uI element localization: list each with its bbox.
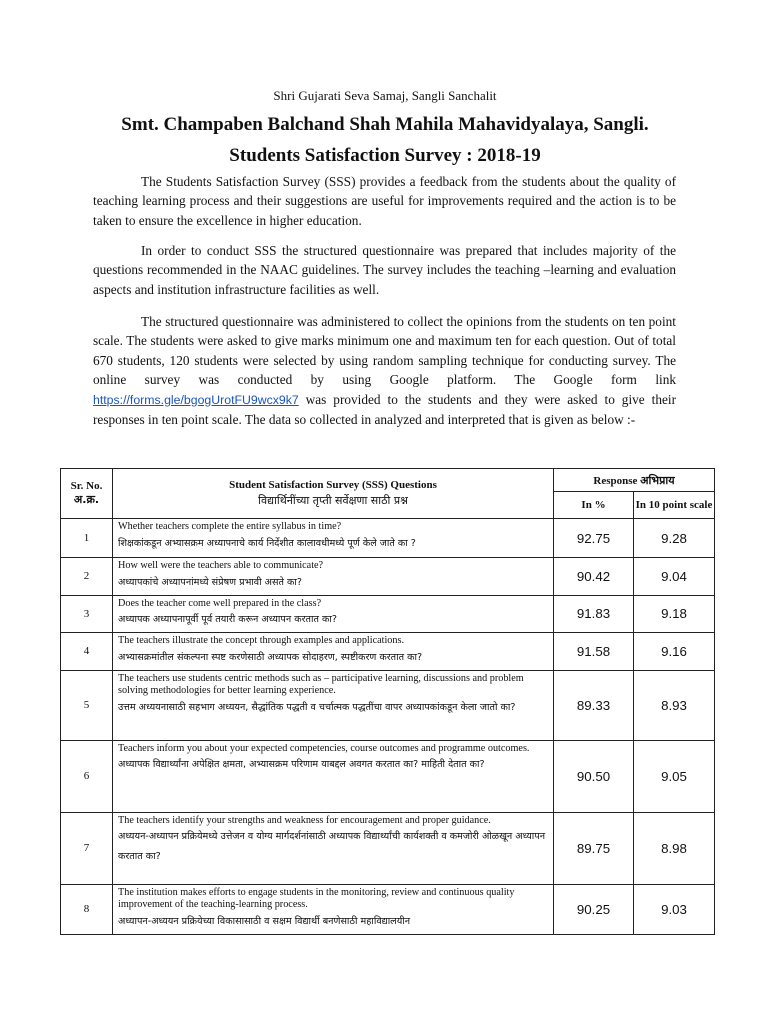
row-question-mr: अध्यापन-अध्ययन प्रक्रियेच्या विकासासाठी व सक्षम विद्यार्थी बनणेसाठी महाविद्यालयीन <box>118 915 411 927</box>
survey-title: Students Satisfaction Survey : 2018-19 <box>229 145 541 166</box>
google-form-link[interactable]: https://forms.gle/bgogUrotFU9wcx9k7 <box>93 392 299 407</box>
header-questions-mr: विद्यार्थिनींच्या तृप्ती सर्वेक्षणा साठी प्रश्न <box>258 494 408 507</box>
row-percent: 90.42 <box>554 558 634 596</box>
row-sr-no: 6 <box>61 740 113 812</box>
row-question <box>113 519 554 558</box>
row-question-mr: अध्यापक अध्यापनापूर्वी पूर्व तयारी करून अध्यापन करतात का? <box>118 614 337 625</box>
row-question <box>113 670 554 740</box>
header-questions-en: Student Satisfaction Survey (SSS) Questions <box>229 479 437 491</box>
row-question-en: The institution makes efforts to engage students in the monitoring, review and continuous quality improvement of the teaching-learning process. <box>118 886 515 910</box>
row-percent: 89.75 <box>554 812 634 884</box>
row-percent: 92.75 <box>554 519 634 558</box>
row-question-mr: अध्यापकांचे अध्यापनांमध्ये संप्रेषण प्रभावी असते का? <box>118 576 302 588</box>
row-question <box>113 558 554 596</box>
table-row <box>61 670 715 740</box>
row-ten-point: 9.03 <box>634 884 715 934</box>
row-percent: 90.50 <box>554 740 634 812</box>
row-question-en: Does the teacher come well prepared in the class? <box>118 597 322 609</box>
row-percent: 89.33 <box>554 670 634 740</box>
sampling-text-before-link: The structured questionnaire was administered to collect the opinions from the students on ten point scale. The students were asked to give marks minimum one and maximum ten for each question. Out of total 670 students, 120 students were selected by using random sampling technique for conducting survey. The online survey was conducted by using Google platform. The Google form link <box>93 314 676 388</box>
table-row <box>61 812 715 884</box>
row-question-en: Teachers inform you about your expected competencies, course outcomes and programme outcomes. <box>118 742 530 754</box>
row-question-en: Whether teachers complete the entire syllabus in time? <box>118 521 342 532</box>
header-sr-no <box>61 469 113 519</box>
sanchalit-line: Shri Gujarati Seva Samaj, Sangli Sanchalit <box>273 88 497 103</box>
header-sr-no-mr: अ.क्र. <box>73 493 100 506</box>
row-percent: 90.25 <box>554 884 634 934</box>
row-ten-point: 8.98 <box>634 812 715 884</box>
header-questions <box>113 469 554 519</box>
header-response: Response अभिप्राय <box>554 469 715 492</box>
row-question-mr: उत्तम अध्ययनासाठी सहभाग अध्ययन, सैद्धांतिक पद्धती व चर्चात्मक पद्धतींचा वापर अध्यापकांकडून केला जातो का? <box>118 701 516 713</box>
table-row <box>61 595 715 633</box>
row-ten-point: 9.04 <box>634 558 715 596</box>
row-question-mr: अध्ययन-अध्यापन प्रक्रियेमध्ये उत्तेजन व योग्य मार्गदर्शनांसाठी अध्यापक विद्यार्थ्यांची कार्यशक्ती व कमजोरी ओळखून अध्यापन करतात का? <box>118 831 546 862</box>
row-question-en: How well were the teachers able to communicate? <box>118 560 324 571</box>
intro-paragraph: The Students Satisfaction Survey (SSS) provides a feedback from the students about the quality of teaching learning process and their suggestions are useful for improvements required and the action is to be taken to ensure the excellence in higher education. <box>93 174 676 228</box>
row-percent: 91.83 <box>554 595 634 633</box>
row-question <box>113 595 554 633</box>
method-paragraph: In order to conduct SSS the structured questionnaire was prepared that includes majority of the questions recommended in the NAAC guidelines. The survey includes the teaching –learning and evaluation aspects and institution infrastructure facilities as well. <box>93 243 676 297</box>
header-in-10-point-scale: In 10 point scale <box>634 492 715 519</box>
row-question-mr: शिक्षकांकडून अभ्यासक्रम अध्यापनाचे कार्य निर्देशीत कालावधीमध्ये पूर्ण केले जाते का ? <box>118 537 416 549</box>
header-in-percent: In % <box>554 492 634 519</box>
row-percent: 91.58 <box>554 633 634 671</box>
row-ten-point: 9.16 <box>634 633 715 671</box>
table-row <box>61 558 715 596</box>
row-question-mr: अभ्यासक्रमांतील संकल्पना स्पष्ट करणेसाठी अध्यापक सोदाहरण, स्पष्टीकरण करतात का? <box>118 651 423 663</box>
row-ten-point: 9.05 <box>634 740 715 812</box>
row-sr-no: 4 <box>61 633 113 671</box>
row-ten-point: 8.93 <box>634 670 715 740</box>
row-question-mr: अध्यापक विद्यार्थ्यांना अपेक्षित क्षमता, अभ्यासक्रम परिणाम याबद्दल अवगत करतात का? माहिती देतात का? <box>118 759 485 770</box>
row-question-en: The teachers illustrate the concept through examples and applications. <box>118 635 404 646</box>
sss-results-table <box>60 468 715 935</box>
sampling-paragraph <box>93 312 676 429</box>
row-question <box>113 633 554 671</box>
header-sr-no-en: Sr. No. <box>70 480 103 492</box>
table-row <box>61 519 715 558</box>
row-ten-point: 9.28 <box>634 519 715 558</box>
row-sr-no: 5 <box>61 670 113 740</box>
row-question <box>113 740 554 812</box>
row-question-en: The teachers use students centric methods such as – participative learning, discussions and problem solving methodologies for better learning experience. <box>118 672 524 696</box>
row-sr-no: 7 <box>61 812 113 884</box>
row-question <box>113 812 554 884</box>
college-name: Smt. Champaben Balchand Shah Mahila Mahavidyalaya, Sangli. <box>121 114 649 135</box>
row-sr-no: 8 <box>61 884 113 934</box>
sampling-text-after-link: was provided to the students and they were asked to give their responses in ten point scale. The data so collected in analyzed and interpreted that is given as below :- <box>93 391 676 428</box>
row-sr-no: 1 <box>61 519 113 558</box>
row-sr-no: 2 <box>61 558 113 596</box>
table-row <box>61 633 715 671</box>
row-ten-point: 9.18 <box>634 595 715 633</box>
row-question <box>113 884 554 934</box>
table-row <box>61 740 715 812</box>
table-row <box>61 884 715 934</box>
row-sr-no: 3 <box>61 595 113 633</box>
row-question-en: The teachers identify your strengths and weakness for encouragement and proper guidance. <box>118 814 491 826</box>
